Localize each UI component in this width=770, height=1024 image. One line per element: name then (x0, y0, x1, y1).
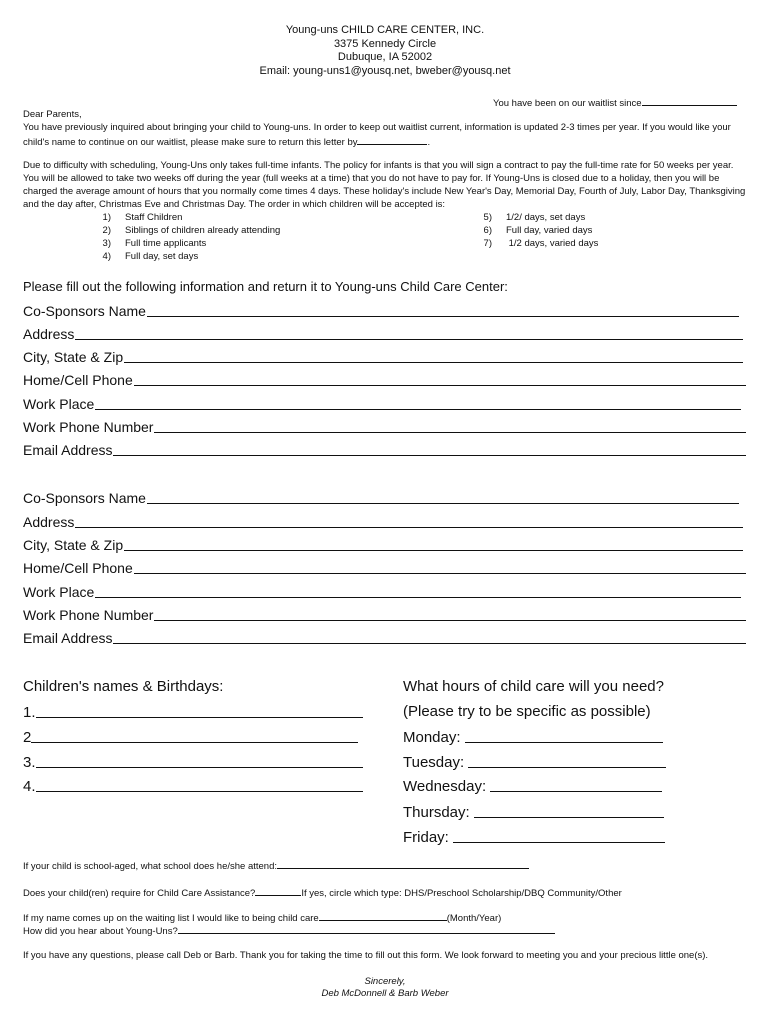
start-date-blank[interactable] (319, 910, 447, 921)
priority-list-left (85, 211, 280, 263)
thursday-field[interactable]: Thursday: (403, 803, 664, 821)
sponsor2-workplace-field[interactable]: Work Place (23, 582, 741, 601)
sponsor2-name-field[interactable]: Co-Sponsors Name (23, 488, 739, 507)
list-item: 7) 1/2 days, varied days (483, 238, 599, 249)
assistance-blank[interactable] (255, 885, 301, 896)
hours-subheading: (Please try to be specific as possible) (403, 703, 651, 720)
sponsor2-email-field[interactable]: Email Address (23, 628, 746, 647)
waiting-list-question: If my name comes up on the waiting list I would like to being child care (Month/Year) (23, 910, 501, 925)
waitlist-label: You have been on our waitlist since (493, 98, 642, 109)
signers: Deb McDonnell & Barb Weber (321, 988, 449, 999)
child-4-field[interactable]: 4. (23, 777, 363, 795)
return-by-blank[interactable] (357, 134, 427, 145)
sponsor2-city-field[interactable]: City, State & Zip (23, 535, 743, 554)
signature-block (0, 976, 770, 1000)
sponsor1-name-field[interactable]: Co-Sponsors Name (23, 301, 739, 320)
tuesday-field[interactable]: Tuesday: (403, 753, 666, 771)
sponsor2-work-phone-field[interactable]: Work Phone Number (23, 605, 746, 624)
org-city: Dubuque, IA 52002 (337, 51, 433, 63)
sincerely: Sincerely, (364, 976, 406, 987)
friday-line (453, 842, 665, 843)
letterhead (0, 24, 770, 78)
org-email: Email: young-uns1@yousq.net, bweber@yousq.net (259, 64, 511, 77)
sponsor2-phone-field[interactable]: Home/Cell Phone (23, 558, 746, 577)
org-name: Young-uns CHILD CARE CENTER, INC. (285, 24, 485, 36)
list-item: 6) Full day, varied days (483, 225, 593, 236)
list-item: 1) Staff Children (102, 212, 183, 223)
child-1-field[interactable]: 1. (23, 703, 363, 721)
friday-field[interactable]: Friday: (403, 828, 665, 846)
school-blank[interactable] (277, 858, 529, 869)
waitlist-date-blank[interactable] (642, 95, 737, 106)
child-2-field[interactable]: 2 (23, 728, 358, 746)
sponsor1-address-field[interactable]: Address (23, 324, 743, 343)
children-heading: Children's names & Birthdays: (23, 678, 224, 695)
referral-question: How did you hear about Young-Uns? (23, 923, 555, 938)
hours-heading: What hours of child care will you need? (403, 678, 664, 695)
sponsor1-email-field[interactable]: Email Address (23, 440, 746, 459)
list-item: 5) 1/2/ days, set days (483, 212, 586, 223)
referral-blank[interactable] (178, 923, 555, 934)
sponsor1-phone-field[interactable]: Home/Cell Phone (23, 370, 746, 389)
assistance-question: Does your child(ren) require for Child Care Assistance? If yes, circle which type: DHS/Preschool Scholarship/DBQ Community/Other (23, 885, 622, 900)
sponsor1-work-phone-field[interactable]: Work Phone Number (23, 417, 746, 436)
list-item: 4) Full day, set days (102, 251, 199, 262)
sponsor1-city-field[interactable]: City, State & Zip (23, 347, 743, 366)
letter-paragraph-2: Due to difficulty with scheduling, Young-Uns only takes full-time infants. The policy for infants is that you will sign a contract to pay the full-time rate for 50 weeks per year. You will be allowed to take two weeks off during the year (full weeks at a time) that you do not have to pay for. If Young-Uns is closed due to a holiday, then you will be charged the average amount of hours that you normally come times 4 days. These holiday's include New Year's Day, Memorial Day, Fourth of July, Labor Day, Thanksgiving and the day after, Christmas Eve and Christmas Day. The order in which children will be accepted is: (23, 160, 746, 210)
form-intro: Please fill out the following information and return it to Young-uns Child Care Center: (23, 279, 508, 294)
school-question: If your child is school-aged, what school does he/she attend: (23, 858, 529, 873)
sponsor1-workplace-field[interactable]: Work Place (23, 394, 741, 413)
letter-paragraph-1: You have previously inquired about bringing your child to Young-uns. In order to keep out waitlist current, information is updated 2-3 times per year. If you would like your child's name to continue on our waitlist, please make sure to return this letter by . (23, 122, 731, 148)
wednesday-field[interactable]: Wednesday: (403, 777, 662, 795)
sponsor2-address-field[interactable]: Address (23, 512, 743, 531)
monday-field[interactable]: Monday: (403, 728, 663, 746)
list-item: 3) Full time applicants (102, 238, 207, 249)
child-3-field[interactable]: 3. (23, 753, 363, 771)
priority-list-right (466, 211, 598, 250)
closing-paragraph: If you have any questions, please call Deb or Barb. Thank you for taking the time to fill out this form. We look forward to meeting you and your precious little one(s). (23, 950, 709, 961)
letter-greeting: Dear Parents, (23, 109, 82, 120)
org-address: 3375 Kennedy Circle (333, 37, 437, 50)
list-item: 2) Siblings of children already attending (102, 225, 281, 236)
paragraph-1-text: You have previously inquired about bringing your child to Young-uns. In order to keep out waitlist current, information is updated 2-3 times per year. If you would like your child's name to continue on our waitlist, please make sure to return this letter by (23, 122, 731, 148)
